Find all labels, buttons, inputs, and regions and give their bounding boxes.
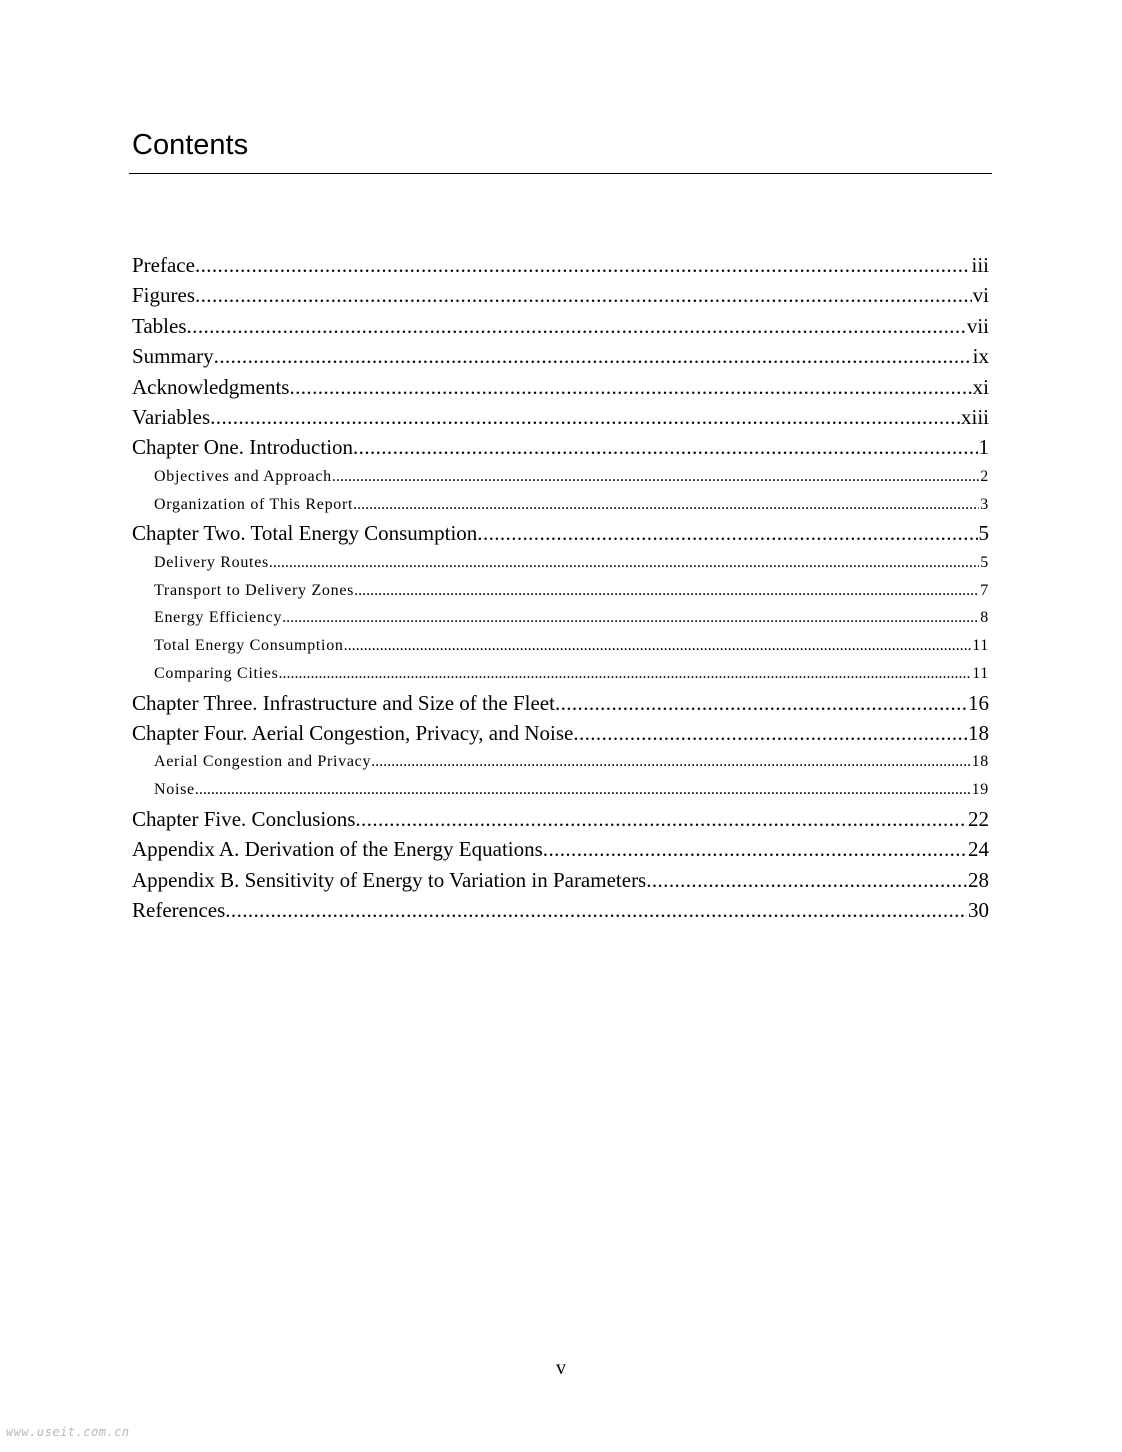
toc-entry-label: Chapter Five. Conclusions: [132, 807, 356, 832]
toc-entry-page: 11: [972, 664, 989, 682]
toc-subentry[interactable]: [132, 604, 989, 632]
toc-dot-leader: [354, 577, 979, 605]
toc-dot-leader: [195, 776, 971, 804]
toc-subentry[interactable]: [132, 491, 989, 519]
toc-entry-page: 18: [968, 721, 989, 746]
toc-entry-label: References: [132, 898, 226, 923]
toc-dot-leader: [282, 604, 979, 632]
toc-entry-label: Acknowledgments: [132, 374, 290, 399]
toc-entry-label: Total Energy Consumption: [154, 637, 344, 655]
toc-entry-label: Comparing Cities: [154, 664, 279, 682]
toc-dot-leader: [477, 518, 977, 548]
toc-dot-leader: [355, 804, 967, 834]
toc-entry[interactable]: [132, 280, 989, 310]
toc-entry-page: vii: [966, 313, 989, 338]
toc-dot-leader: [573, 718, 967, 748]
table-of-contents: [132, 250, 989, 926]
toc-entry[interactable]: [132, 432, 989, 462]
toc-dot-leader: [214, 341, 972, 371]
toc-entry[interactable]: [132, 895, 989, 925]
toc-dot-leader: [269, 549, 979, 577]
toc-dot-leader: [195, 250, 971, 280]
toc-entry-page: 7: [980, 581, 989, 599]
toc-entry-label: Aerial Congestion and Privacy: [154, 753, 372, 771]
toc-subentry[interactable]: [132, 463, 989, 491]
toc-entry-label: Delivery Routes: [154, 553, 269, 571]
toc-entry-page: 11: [972, 637, 989, 655]
toc-subentry[interactable]: [132, 776, 989, 804]
toc-entry-label: Objectives and Approach: [154, 467, 332, 485]
toc-entry-page: xi: [972, 374, 989, 399]
toc-entry-page: vi: [972, 283, 989, 308]
toc-entry-label: Transport to Delivery Zones: [154, 581, 355, 599]
toc-entry-page: 22: [968, 807, 989, 832]
toc-entry[interactable]: [132, 834, 989, 864]
toc-dot-leader: [279, 660, 972, 688]
toc-entry[interactable]: [132, 402, 989, 432]
toc-entry-page: 24: [968, 837, 989, 862]
title-rule: [129, 173, 992, 174]
toc-entry-page: ix: [972, 344, 989, 369]
toc-subentry[interactable]: [132, 632, 989, 660]
toc-subentry[interactable]: [132, 549, 989, 577]
toc-entry-page: xiii: [960, 404, 989, 429]
page-title: Contents: [132, 129, 249, 161]
toc-entry-label: Appendix A. Derivation of the Energy Equations: [132, 837, 543, 862]
toc-dot-leader: [646, 865, 967, 895]
page-number: v: [556, 1357, 566, 1379]
toc-entry-label: Chapter Two. Total Energy Consumption: [132, 521, 478, 546]
toc-dot-leader: [353, 491, 979, 519]
toc-dot-leader: [225, 895, 967, 925]
toc-entry-label: Appendix B. Sensitivity of Energy to Variation in Parameters: [132, 867, 647, 892]
toc-dot-leader: [187, 311, 966, 341]
toc-dot-leader: [210, 402, 960, 432]
toc-entry[interactable]: [132, 804, 989, 834]
toc-subentry[interactable]: [132, 660, 989, 688]
toc-dot-leader: [371, 748, 970, 776]
toc-entry-page: 30: [968, 898, 989, 923]
toc-dot-leader: [195, 280, 972, 310]
toc-entry[interactable]: [132, 688, 989, 718]
toc-entry-page: 16: [968, 690, 989, 715]
toc-entry-page: 18: [971, 753, 989, 771]
toc-entry-label: Energy Efficiency: [154, 609, 283, 627]
toc-entry-page: 5: [980, 553, 989, 571]
toc-entry-page: 3: [980, 495, 989, 513]
toc-entry-label: Figures: [132, 283, 195, 308]
toc-entry-page: 1: [978, 435, 989, 460]
toc-entry-page: 5: [978, 521, 989, 546]
toc-entry-page: 19: [971, 781, 989, 799]
toc-entry-label: Chapter Three. Infrastructure and Size of the Fleet: [132, 690, 555, 715]
toc-entry[interactable]: [132, 518, 989, 548]
toc-entry-label: Noise: [154, 781, 195, 799]
toc-entry-page: iii: [971, 253, 989, 277]
toc-entry-page: 28: [968, 867, 989, 892]
toc-dot-leader: [289, 372, 971, 402]
toc-entry-label: Preface: [132, 253, 195, 277]
toc-dot-leader: [353, 432, 977, 462]
toc-entry-label: Organization of This Report: [154, 495, 354, 513]
toc-entry-label: Variables: [132, 404, 211, 429]
toc-entry-page: 8: [980, 609, 989, 627]
toc-entry-page: 2: [980, 467, 989, 485]
toc-dot-leader: [555, 688, 967, 718]
toc-entry[interactable]: [132, 865, 989, 895]
toc-entry-label: Summary: [132, 344, 214, 369]
toc-dot-leader: [332, 463, 979, 491]
watermark: www.useit.com.cn: [6, 1425, 130, 1439]
toc-subentry[interactable]: [132, 577, 989, 605]
toc-entry[interactable]: [132, 718, 989, 748]
toc-subentry[interactable]: [132, 748, 989, 776]
toc-entry[interactable]: [132, 372, 989, 402]
toc-entry-label: Chapter Four. Aerial Congestion, Privacy, and Noise: [132, 721, 574, 746]
toc-dot-leader: [543, 834, 967, 864]
toc-entry[interactable]: [132, 341, 989, 371]
toc-entry-label: Chapter One. Introduction: [132, 435, 354, 460]
toc-entry-label: Tables: [132, 313, 187, 338]
toc-entry[interactable]: [132, 250, 989, 280]
toc-entry[interactable]: [132, 311, 989, 341]
toc-dot-leader: [344, 632, 972, 660]
